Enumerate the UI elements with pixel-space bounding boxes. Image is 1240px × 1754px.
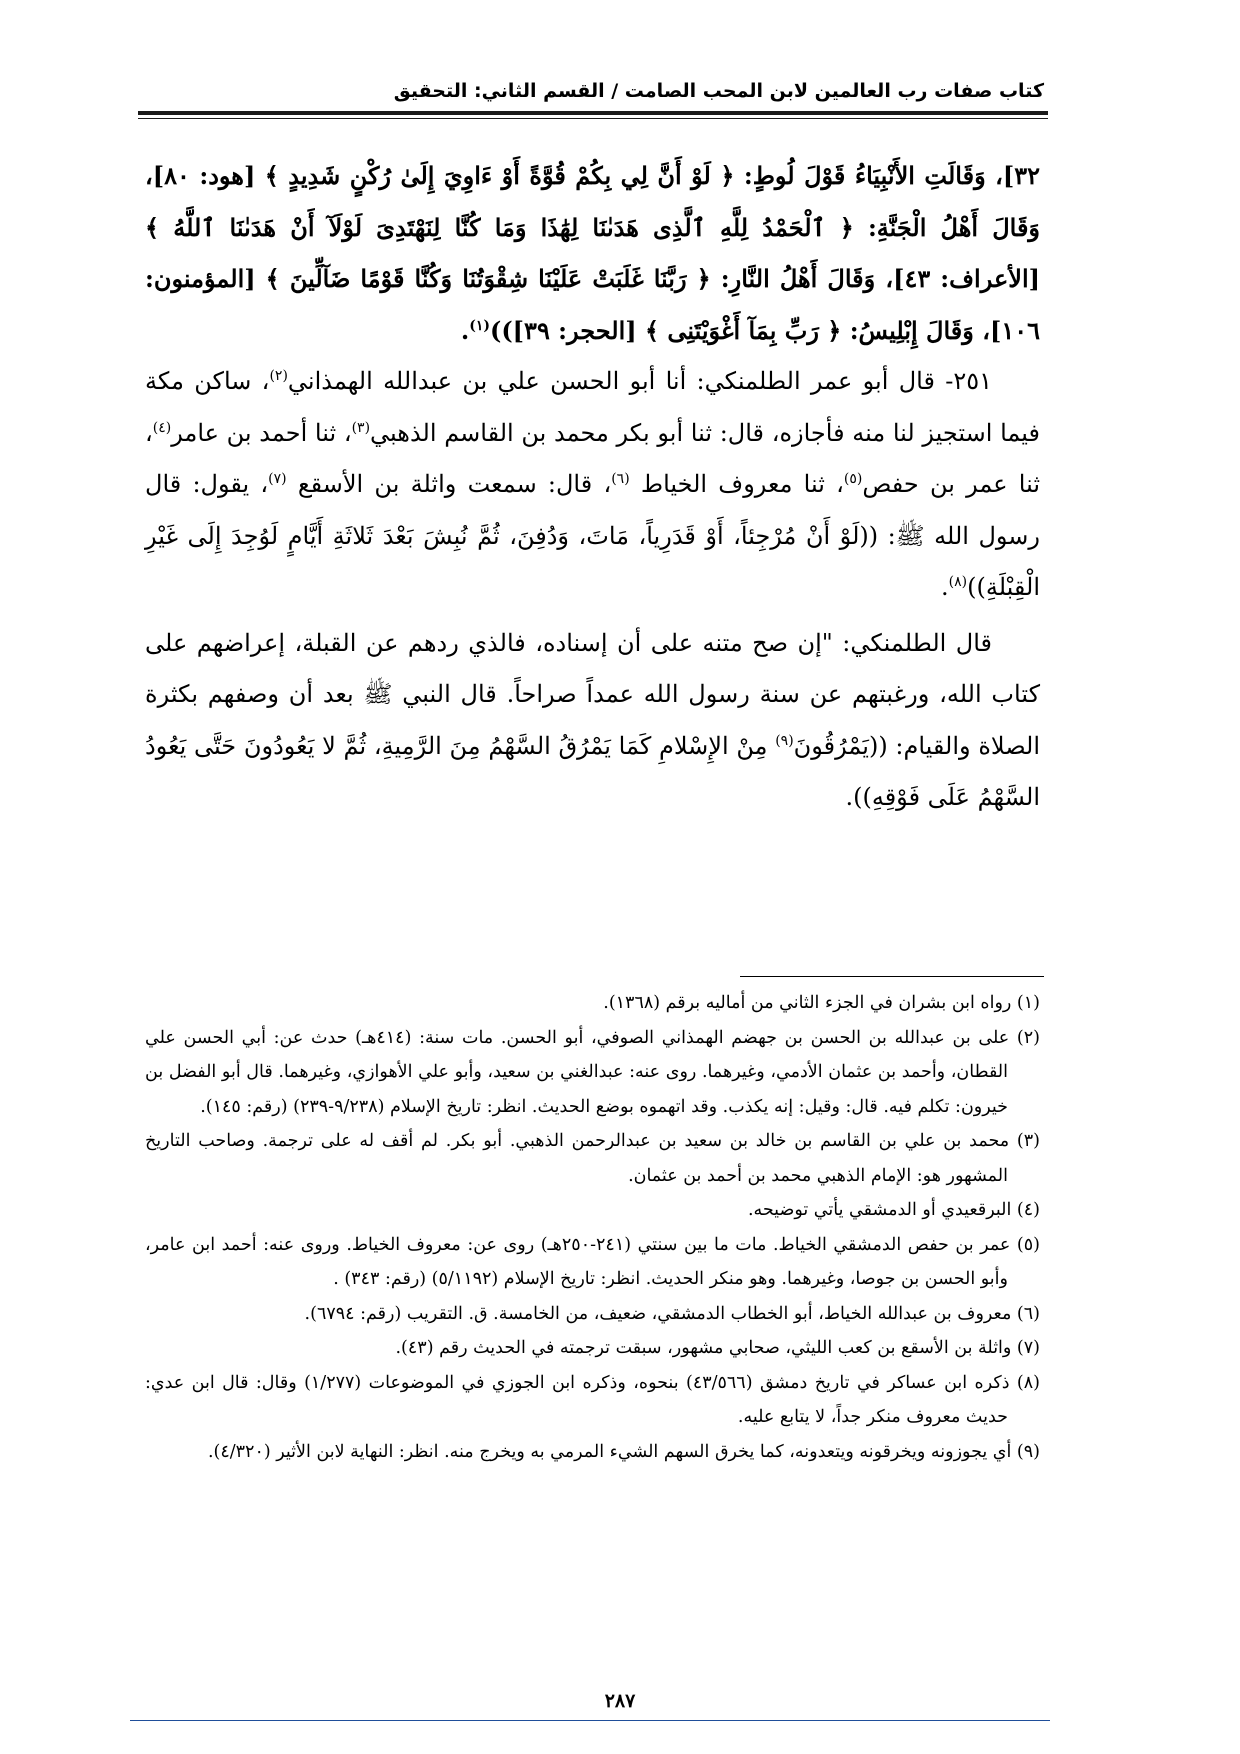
footnote-2: (٢) على بن عبدالله بن الحسن بن جهضم الهمذاني الصوفي، أبو الحسن. مات سنة: (٤١٤هـ) حدث عن: أبي الحسن علي القطان، وأحمد بن عثمان الأدمي، وغيرهما. روى عنه: عبدالغني بن سعيد، وأبو علي الأهوازي، وغيرهما. قال أبو الفضل بن خيرون: تكلم فيه. قال: وقيل: إنه يكذب. وقد اتهموه بوضع الحديث. انظر: تاريخ الإسلام (٩/٢٣٨-٢٣٩) (رقم: ١٤٥). [145, 1027, 1040, 1117]
footnote-3: (٣) محمد بن علي بن القاسم بن خالد بن سعيد بن عبدالرحمن الذهبي. أبو بكر. لم أقف له على ترجمة. وصاحب التاريخ المشهور هو: الإمام الذهبي محمد بن أحمد بن عثمان. [145, 1131, 1040, 1186]
footnote-ref: (٤) [152, 419, 172, 436]
paragraph-text: ٣٢]، وَقَالَتِ الأَنْبِيَاءُ قَوْلَ لُوطٍ: ﴿ لَوْ أَنَّ لِي بِكُمْ قُوَّةً أَوْ ءَاوِيَ إِلَىٰ رُكْنٍ شَدِيدٍ ﴾ [هود: ٨٠]، وَقَالَ أَهْلُ الْجَنَّةِ: ﴿ ٱلْحَمْدُ لِلَّهِ ٱلَّذِى هَدَىٰنَا لِهَٰذَا وَمَا كُنَّا لِنَهْتَدِىَ لَوْلَآ أَنْ هَدَىٰنَا ٱللَّهُ ﴾ [الأعراف: ٤٣]، وَقَالَ أَهْلُ النَّارِ: ﴿ رَبَّنَا غَلَبَتْ عَلَيْنَا شِقْوَتُنَا وَكُنَّا قَوْمًا ضَآلِّينَ ﴾ [المؤمنون: ١٠٦]، وَقَالَ إِبْلِيسُ: ﴿ رَبِّ بِمَآ أَغْوَيْتَنِى ﴾ [الحجر: ٣٩])) [145, 161, 1040, 345]
footnote-9: (٩) أي يجوزونه ويخرقونه ويتعدونه، كما يخرق السهم الشيء المرمي به ويخرج منه. انظر: النهاية لابن الأثير (٤/٣٢٠). [207, 1441, 1040, 1462]
footnote-ref: (٣) [351, 419, 371, 436]
paragraph-text: ، ثنا عمر بن حفص [145, 418, 1040, 498]
period: . [460, 315, 470, 345]
paragraph-text: ، يقول: قال رسول الله ﷺ: ((لَوْ أَنْ مُرْجِئاً، أَوْ قَدَرِياً، مَاتَ، وَدُفِنَ، ثُمَّ نُبِشَ بَعْدَ ثَلاثَةِ أَيَّامٍ لَوُجِدَ إِلَى غَيْرِ الْقِبْلَةِ)) [145, 470, 1041, 601]
paragraph-text: ٢٥١- قال أبو عمر الطلمنكي: أنا أبو الحسن علي بن عبدالله الهمذاني [287, 367, 992, 395]
footnote-4: (٤) البرقعيدي أو الدمشقي يأتي توضيحه. [747, 1200, 1040, 1220]
running-header: كتاب صفات رب العالمين لابن المحب الصامت / القسم الثاني: التحقيق [393, 80, 1044, 102]
footnote-1: (١) رواه ابن بشران في الجزء الثاني من أماليه برقم (١٣٦٨). [603, 993, 1040, 1013]
paragraph-text: ، ثنا معروف الخياط [629, 470, 844, 498]
hadith-251-paragraph [145, 356, 1040, 614]
period: . [940, 573, 949, 601]
footnote-5: (٥) عمر بن حفص الدمشقي الخياط. مات ما بين سنتي (٢٤١-٢٥٠هـ) روى عن: معروف الخياط. وروى عنه: أحمد ابن عامر، وأبو الحسن بن جوصا، وغيرهما. وهو منكر الحديث. انظر: تاريخ الإسلام (٥/١١٩٢) (رقم: ٣٤٣) . [145, 1234, 1040, 1289]
paragraph-text: مِنْ الإِسْلامِ كَمَا يَمْرُقُ السَّهْمُ مِنَ الرَّمِيةِ، ثُمَّ لا يَعُودُونَ حَتَّى يَعُودُ السَّهْمُ عَلَى فَوْقِهِ)). [145, 731, 1040, 811]
paragraph-text: ، ساكن مكة فيما استجيز لنا منه فأجازه، قال: ثنا أبو بكر محمد بن القاسم الذهبي [145, 367, 1040, 447]
paragraph-text: قال الطلمنكي: "إن صح متنه على أن إسناده، فالذي ردهم عن القبلة، إعراضهم على كتاب الله، ورغبتهم عن سنة رسول الله عمداً صراحاً. قال النبي ﷺ بعد أن وصفهم بكثرة الصلاة والقيام: ((يَمْرُقُونَ [145, 628, 1041, 760]
footer-rule [130, 1720, 1050, 1721]
footnotes [145, 986, 1040, 1469]
footnote-ref: (٥) [843, 471, 863, 487]
footnote-ref: (٧) [268, 471, 287, 487]
quran-quotes-paragraph [145, 150, 1040, 356]
footnote-7: (٧) واثلة بن الأسقع بن كعب الليثي، صحابي مشهور، سبقت ترجمته في الحديث رقم (٤٣). [395, 1338, 1040, 1358]
header-rule-thick [138, 111, 1048, 115]
footnote-ref: (٦) [611, 471, 630, 487]
page-number: ٢٨٧ [604, 1690, 636, 1712]
paragraph-text: ، ثنا أحمد بن عامر [171, 418, 352, 447]
header-rule-thin [138, 118, 1048, 119]
footnote-separator [740, 976, 1044, 977]
footnote-6: (٦) معروف بن عبدالله الخياط، أبو الخطاب الدمشقي، ضعيف، من الخامسة. ق. التقريب (رقم: ٦٧٩٤). [304, 1303, 1040, 1324]
footnote-ref: (١) [469, 317, 490, 334]
talamanki-commentary-paragraph [145, 618, 1040, 824]
footnote-8: (٨) ذكره ابن عساكر في تاريخ دمشق (٤٣/٥٦٦) بنحوه، وذكره ابن الجوزي في الموضوعات (١/٢٧٧) وقال: قال ابن عدي: حديث معروف منكر جداً، لا يتابع عليه. [145, 1372, 1040, 1427]
footnote-ref: (٨) [948, 574, 968, 590]
paragraph-text: ، قال: سمعت واثلة بن الأسقع [286, 470, 612, 498]
footnote-ref: (٢) [269, 368, 288, 384]
footnote-ref: (٩) [775, 732, 794, 749]
main-text [145, 150, 1040, 824]
